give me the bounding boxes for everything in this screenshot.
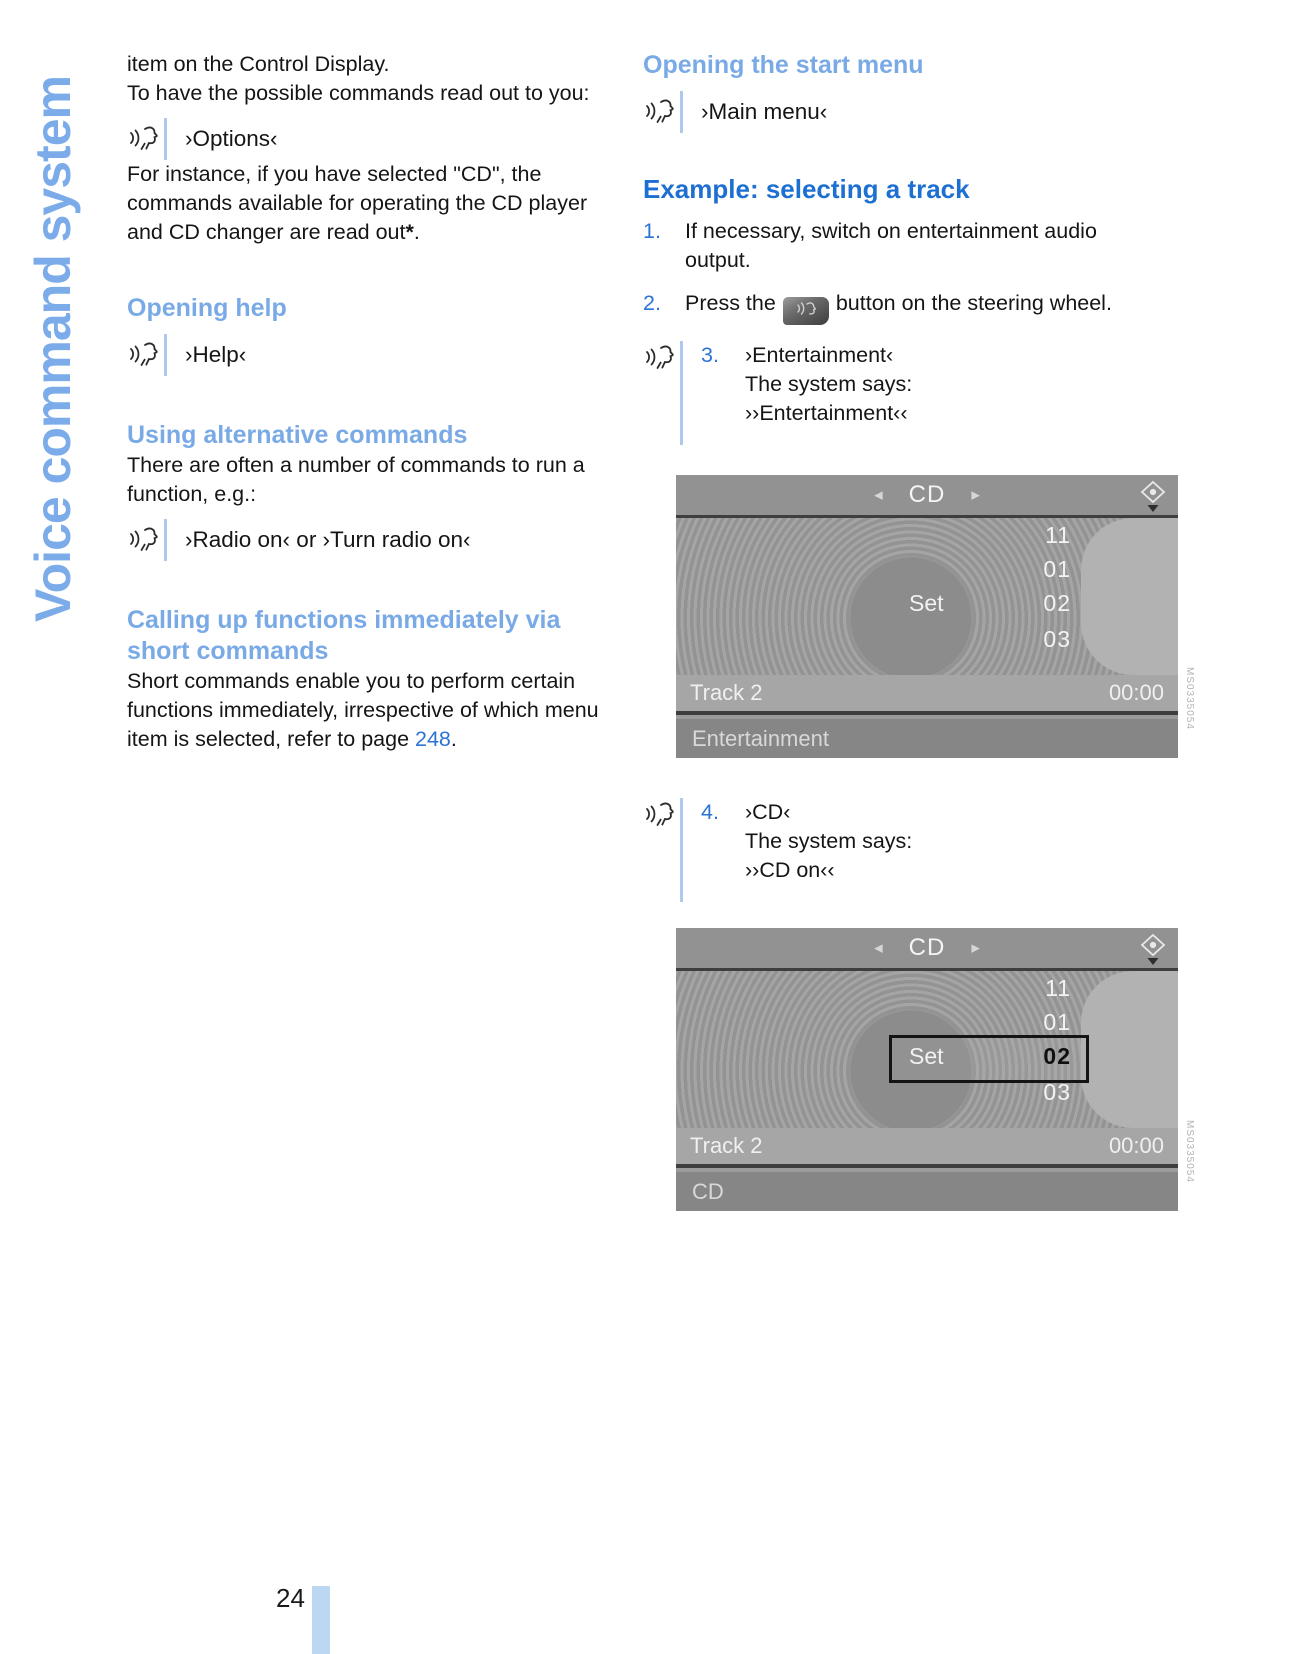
- paragraph-alternative: There are often a number of commands to run a function, e.g.:: [127, 453, 585, 506]
- image-watermark: MS0335054: [1184, 1120, 1195, 1183]
- display-status-bar: [676, 1128, 1178, 1168]
- right-column: [643, 50, 1195, 1211]
- steering-wheel-voice-button-image: [783, 297, 829, 325]
- track-label: Track 2: [690, 680, 763, 705]
- voice-command-icon: [643, 341, 675, 375]
- step-text: If necessary, switch on entertainment audio output.: [685, 219, 1097, 272]
- set-label: Set: [909, 1043, 944, 1069]
- voice-command-text: ›Main menu‹: [701, 99, 828, 124]
- step-text: Press the button on the steering wheel.: [685, 289, 1112, 325]
- voice-command-text: ›Radio on‹ or ›Turn radio on‹: [185, 527, 471, 552]
- track-list-item: 02: [1043, 590, 1071, 616]
- step-2: [643, 289, 1149, 325]
- page-reference-link[interactable]: 248: [415, 727, 451, 751]
- track-list-item-selected: 02: [1043, 1043, 1071, 1069]
- tab-arrow-left-icon: ◂: [874, 485, 883, 504]
- step-text: The system says: ››CD on‹‹: [745, 829, 913, 882]
- step-4: [643, 798, 1149, 902]
- step-number: 3.: [701, 343, 719, 367]
- voice-command-text: ›Entertainment‹: [745, 343, 894, 367]
- voice-command-icon: [127, 122, 159, 156]
- step-number: 4.: [701, 800, 719, 824]
- step-3: [643, 341, 1149, 445]
- display-status-bar: [676, 675, 1178, 715]
- elapsed-time: 00:00: [1108, 680, 1164, 705]
- voice-command-icon: [643, 798, 675, 832]
- divider: [164, 519, 167, 561]
- track-list-item: 11: [1045, 975, 1071, 1001]
- display-header: [676, 475, 1178, 518]
- image-watermark: MS0335054: [1184, 667, 1195, 730]
- voice-command-row-options: [127, 118, 611, 160]
- intro-line-2: To have the possible commands read out to you:: [127, 81, 590, 105]
- elapsed-time: 00:00: [1108, 1133, 1164, 1158]
- step-1: [643, 217, 1149, 275]
- tab-arrow-left-icon: ◂: [874, 938, 883, 957]
- divider: [164, 334, 167, 376]
- divider: [164, 118, 167, 160]
- tab-arrow-right-icon: ▸: [971, 485, 980, 504]
- tab-arrow-right-icon: ▸: [971, 938, 980, 957]
- voice-command-icon: [127, 523, 159, 557]
- voice-command-icon: [127, 338, 159, 372]
- track-list-item: 01: [1043, 1009, 1071, 1035]
- page-number: 24: [276, 1583, 305, 1613]
- intro-line-1: item on the Control Display.: [127, 52, 390, 76]
- divider: [680, 341, 683, 445]
- voice-command-row-main-menu: [643, 91, 1149, 133]
- voice-command-icon: [643, 95, 675, 129]
- heading-example-selecting-track: Example: selecting a track: [643, 174, 970, 204]
- voice-command-text: ›Help‹: [185, 342, 247, 367]
- controller-compass-icon: [1138, 932, 1168, 973]
- track-list-item: 11: [1045, 522, 1071, 548]
- divider: [680, 91, 683, 133]
- paragraph-intro: [127, 50, 611, 108]
- track-list-item: 03: [1043, 626, 1071, 652]
- track-label: Track 2: [690, 1133, 763, 1158]
- step-text: The system says: ››Entertainment‹‹: [745, 372, 913, 425]
- control-display-screenshot-entertainment: [676, 475, 1195, 758]
- display-footer-label: Entertainment: [692, 725, 829, 751]
- step-number: 1.: [643, 219, 661, 243]
- voice-command-row-help: [127, 334, 611, 376]
- voice-command-text: ›CD‹: [745, 800, 791, 824]
- track-list-item: 01: [1043, 556, 1071, 582]
- control-display-screenshot-cd-selected: [676, 928, 1195, 1211]
- display-footer-bar: [676, 1172, 1178, 1211]
- voice-command-row-radio: [127, 519, 611, 561]
- paragraph-short-commands: Short commands enable you to perform certain functions immediately, irrespective of which menu item is selected, refer to page 248.: [127, 669, 599, 751]
- display-cd-graphic: [676, 971, 1178, 1128]
- step-number: 2.: [643, 291, 661, 315]
- voice-command-text: ›Options‹: [185, 126, 278, 151]
- heading-alternative-commands: Using alternative commands: [127, 421, 468, 449]
- display-header: [676, 928, 1178, 971]
- display-tab-label: CD: [908, 481, 946, 508]
- display-footer-label: CD: [692, 1178, 724, 1204]
- heading-short-commands: Calling up functions immediately via short commands: [127, 606, 561, 665]
- display-tab-label: CD: [908, 934, 946, 961]
- track-list-item: 03: [1043, 1079, 1071, 1105]
- footnote-asterisk: *: [405, 220, 414, 244]
- paragraph-cd-example: For instance, if you have selected "CD", the commands available for operating the CD player and CD changer are read out*.: [127, 162, 588, 244]
- controller-compass-icon: [1138, 479, 1168, 520]
- chapter-title-vertical: Voice command system: [25, 76, 81, 622]
- heading-opening-start-menu: Opening the start menu: [643, 51, 924, 79]
- display-right-band: [1081, 971, 1178, 1128]
- left-column: [127, 50, 611, 754]
- footer-accent-bar: [312, 1586, 330, 1654]
- display-footer-bar: [676, 719, 1178, 758]
- divider: [680, 798, 683, 902]
- set-label: Set: [909, 590, 944, 616]
- heading-opening-help: Opening help: [127, 294, 287, 322]
- display-cd-graphic: [676, 518, 1178, 675]
- display-right-band: [1081, 518, 1178, 675]
